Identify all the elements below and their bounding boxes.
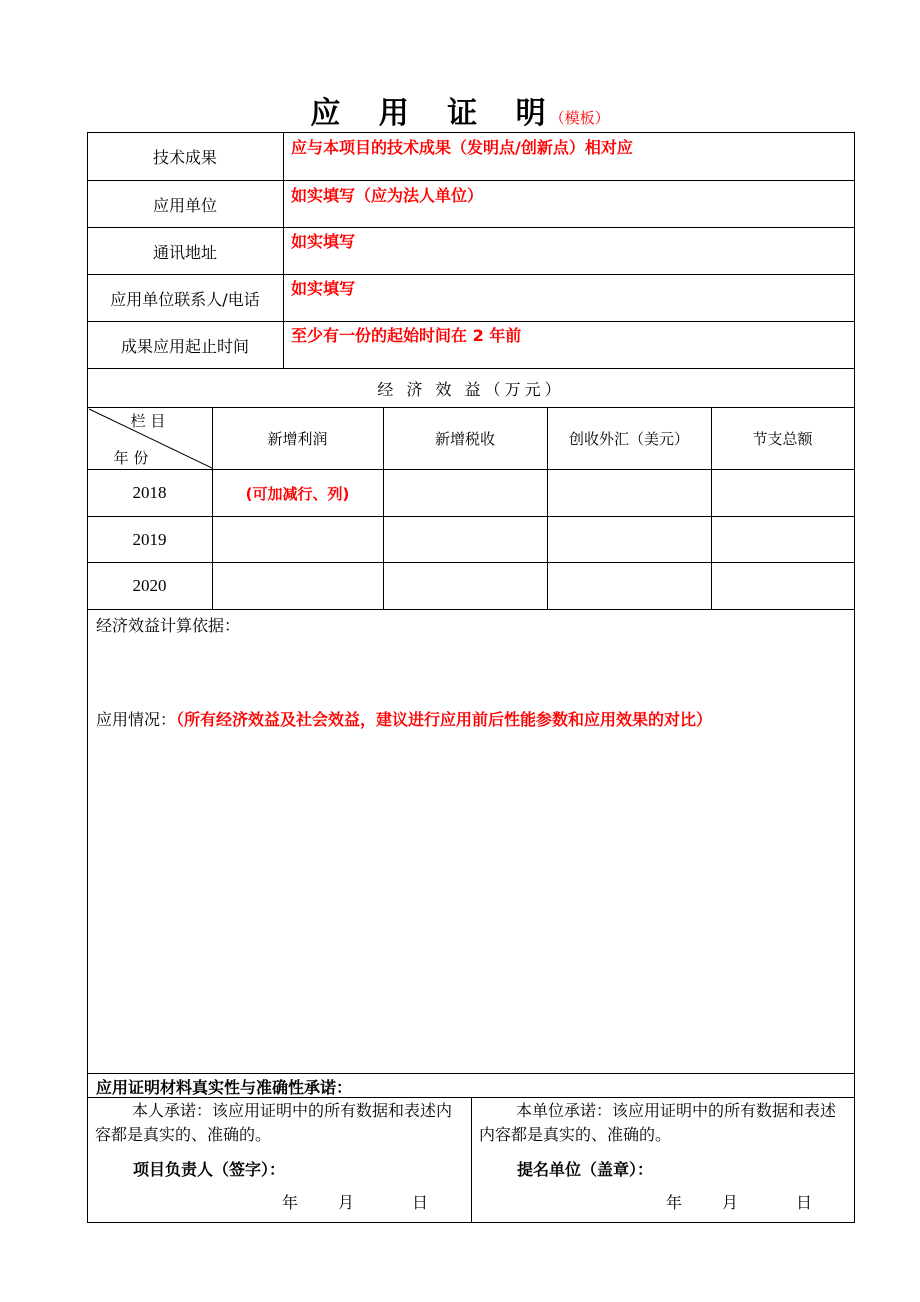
nominating-unit-seal-label: 提名单位（盖章）： [517,1160,654,1179]
column-header-forex: 创收外汇（美元） [568,430,689,448]
personal-pledge-text: 本人承诺：该应用证明中的所有数据和表述内容都是真实的、准确的。 [95,1101,453,1144]
label-mailing-address: 通讯地址 [152,242,217,262]
label-contact-phone: 应用单位联系人/电话 [110,289,260,309]
column-divider [471,1097,472,1223]
basis-label: 经济效益计算依据： [96,615,241,635]
unit-pledge-text: 本单位承诺：该应用证明中的所有数据和表述内容都是真实的、准确的。 [479,1101,837,1144]
table-cell[interactable] [383,563,547,609]
column-header-new-tax: 新增税收 [434,430,495,448]
row-divider [87,1073,855,1074]
pledge-title: 应用证明材料真实性与准确性承诺： [96,1078,353,1097]
table-cell[interactable] [547,517,711,562]
date-year-label: 年 [666,1193,683,1212]
date-month-label: 月 [722,1193,739,1212]
table-cell[interactable] [212,563,383,609]
corner-label-year: 年 份 [113,448,149,467]
label-application-unit: 应用单位 [152,195,217,215]
table-cell[interactable] [711,517,854,562]
table-cell[interactable] [383,517,547,562]
table-cell[interactable] [711,470,854,516]
year-cell: 2018 [132,483,167,502]
label-tech-achievement: 技术成果 [152,148,217,167]
label-application-period: 成果应用起止时间 [120,336,249,356]
column-header-new-profit: 新增利润 [267,430,328,448]
corner-label-items: 栏 目 [130,411,166,430]
date-day-label: 日 [412,1193,429,1212]
field-application-unit[interactable]: 如实填写（应为法人单位） [291,186,484,205]
title-text: 应 用 证 明 [310,96,560,131]
project-leader-signature-label: 项目负责人（签字）： [133,1160,286,1179]
year-cell: 2020 [132,576,167,595]
table-cell[interactable] [212,517,383,562]
field-contact-phone[interactable]: 如实填写 [291,279,356,298]
date-day-label: 日 [796,1193,813,1212]
field-mailing-address[interactable]: 如实填写 [291,232,356,251]
application-label: 应用情况： [96,710,177,729]
year-cell: 2019 [132,529,167,549]
column-header-savings: 节支总额 [752,430,813,448]
project-leader-signature-field[interactable] [133,1157,433,1181]
table-cell[interactable] [547,563,711,609]
column-divider [283,132,284,368]
document-title [0,88,920,132]
title-template-note: （模板） [549,109,610,127]
date-month-label: 月 [338,1193,355,1212]
table-cell[interactable] [383,470,547,516]
economic-benefit-title: 经 济 效 益（万元） [377,379,565,399]
application-status [96,707,712,730]
table-cell[interactable]: (可加减行、列) [245,484,350,503]
table-cell[interactable] [547,470,711,516]
date-year-label: 年 [282,1193,299,1212]
nominating-unit-seal-field[interactable] [517,1157,817,1181]
field-tech-achievement[interactable]: 应与本项目的技术成果（发明点/创新点）相对应 [291,138,633,157]
application-hint: （所有经济效益及社会效益，建议进行应用前后性能参数和应用效果的对比） [176,710,713,729]
basis-application-area[interactable] [87,610,855,1073]
field-application-period[interactable]: 至少有一份的起始时间在 2 年前 [291,326,522,345]
table-cell[interactable] [711,563,854,609]
